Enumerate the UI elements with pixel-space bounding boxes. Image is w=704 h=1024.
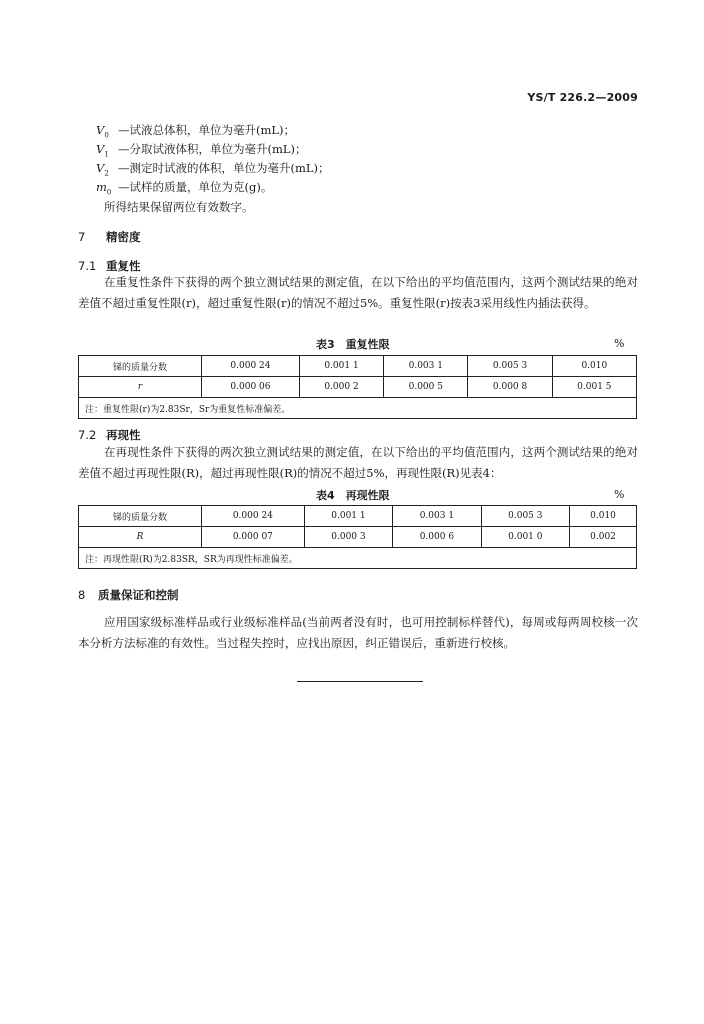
table-cell: 0.001 1 <box>304 506 392 527</box>
definition-v1: $V_1$ —分取试液体积，单位为毫升(mL)； <box>96 142 307 159</box>
table-4-note: 注：再现性限(R)为2.83SR，SR为再现性标准偏差。 <box>79 548 637 569</box>
table-row <box>79 548 637 569</box>
table-cell: 0.000 6 <box>393 527 481 548</box>
table-cell: 0.010 <box>552 356 636 377</box>
table-cell: 0.005 3 <box>468 356 552 377</box>
definition-v0: $V_0$ —试液总体积，单位为毫升(mL)； <box>96 123 296 140</box>
section-7-2-heading: 7.2 再现性 <box>78 428 141 442</box>
table-3-unit: % <box>614 337 625 350</box>
section-7-1-paragraph: 在重复性条件下获得的两个独立测试结果的测定值，在以下给出的平均值范围内，这两个测试结果的绝对差值不超过重复性限(r)，超过重复性限(r)的情况不超过5%。重复性限(r)按表3采用线性内插法获得。 <box>78 275 638 310</box>
definition-v2: $V_2$ —测定时试液的体积，单位为毫升(mL)； <box>96 161 330 178</box>
table-row <box>79 527 637 548</box>
table-cell: 0.003 1 <box>393 506 481 527</box>
table-cell: 0.000 24 <box>202 356 300 377</box>
table-cell: 0.005 3 <box>481 506 569 527</box>
section-8-paragraph: 应用国家级标准样品或行业级标准样品(当前两者没有时，也可用控制标样替代)，每周或每两周校核一次本分析方法标准的有效性。当过程失控时，应找出原因，纠正错误后，重新进行校核。 <box>78 615 638 650</box>
table-row <box>79 356 637 377</box>
section-7-heading: 7 精密度 <box>78 230 141 244</box>
table-cell: 锑的质量分数 <box>79 506 202 527</box>
table-row <box>79 506 637 527</box>
table-3-caption: 表3 重复性限 <box>316 338 390 351</box>
table-3-repeatability <box>78 355 637 419</box>
section-7-1-heading: 7.1 重复性 <box>78 259 141 273</box>
table-cell: 0.003 1 <box>384 356 468 377</box>
table-4-caption: 表4 再现性限 <box>316 489 390 502</box>
table-4-reproducibility <box>78 505 637 569</box>
table-3-note: 注：重复性限(r)为2.83Sr，Sr为重复性标准偏差。 <box>79 398 637 419</box>
table-cell: 0.000 5 <box>384 377 468 398</box>
table-cell: 0.001 1 <box>299 356 383 377</box>
table-row <box>79 377 637 398</box>
definition-m0: $m_0$ —试样的质量，单位为克(g)。 <box>96 180 273 197</box>
table-cell: 0.000 07 <box>202 527 305 548</box>
table-cell: 0.000 24 <box>202 506 305 527</box>
result-note: 所得结果保留两位有效数字。 <box>104 200 254 214</box>
table-cell: R <box>79 527 202 548</box>
table-cell: 0.000 8 <box>468 377 552 398</box>
table-cell: 0.010 <box>570 506 637 527</box>
table-row <box>79 398 637 419</box>
end-rule <box>297 681 423 682</box>
table-cell: 0.000 06 <box>202 377 300 398</box>
table-cell: 锑的质量分数 <box>79 356 202 377</box>
table-cell: r <box>79 377 202 398</box>
section-7-2-paragraph: 在再现性条件下获得的两次独立测试结果的测定值，在以下给出的平均值范围内，这两个测试结果的绝对差值不超过再现性限(R)，超过再现性限(R)的情况不超过5%，再现性限(R)见表4： <box>78 445 638 480</box>
table-cell: 0.001 0 <box>481 527 569 548</box>
table-4-unit: % <box>614 488 625 501</box>
table-cell: 0.000 2 <box>299 377 383 398</box>
table-cell: 0.000 3 <box>304 527 392 548</box>
section-8-heading: 8 质量保证和控制 <box>78 588 179 602</box>
table-cell: 0.001 5 <box>552 377 636 398</box>
table-cell: 0.002 <box>570 527 637 548</box>
standard-code: YS/T 226.2—2009 <box>527 91 638 104</box>
